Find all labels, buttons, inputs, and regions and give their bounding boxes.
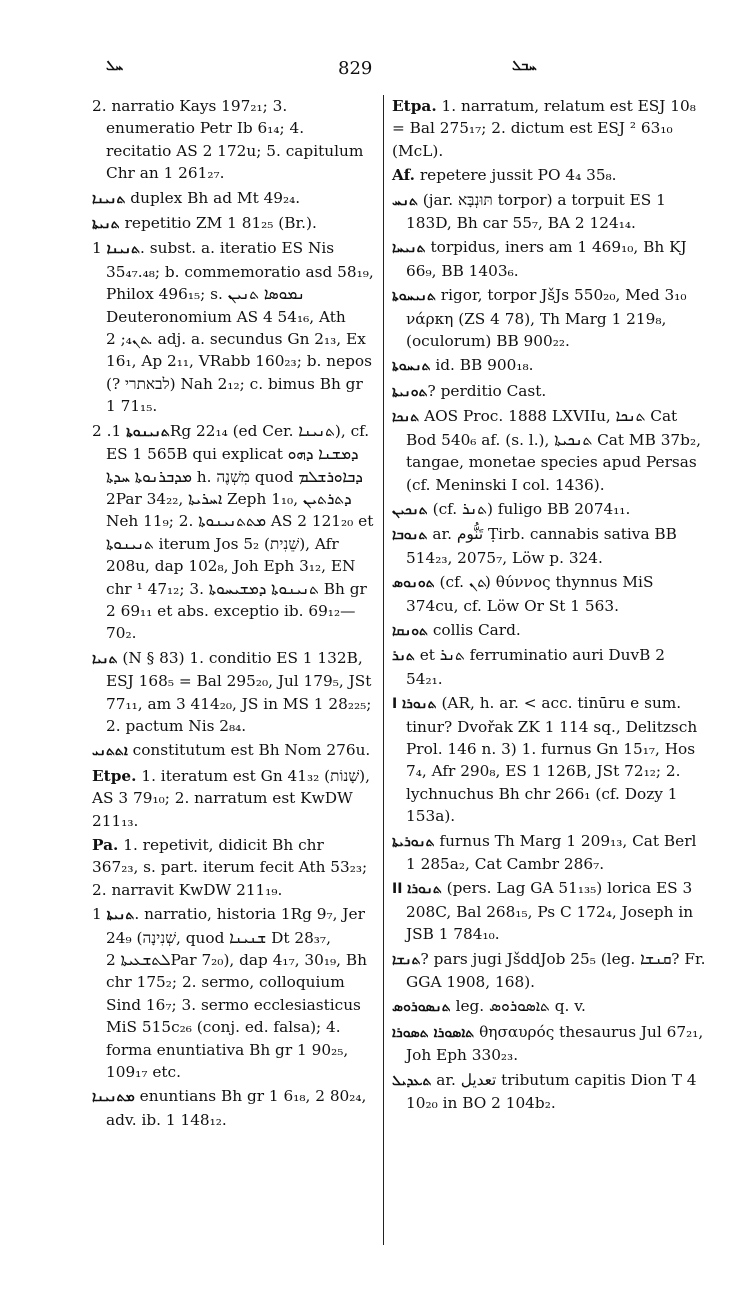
entry-text: (cf. ܬܢܪ) fuligo BB 2074₁₁. — [427, 499, 631, 518]
entry-text: 1. narratio, historia 1Rg 9₇, Jer 24₉ (שְׁנִינָה, quod ܫܢܝܢܐ Dt 28₃₇, ܠܬܫܥܝܬܐ 2Par 7₂₀), dap 4₁₇, 30₁₉, Bh chr 175₂; 2. sermo, colloquium Sind 16₇; 3. sermo ecclesiasticus MiS 515c₂₆ (conj. ed. falsa); 4. forma enuntiativa Bh gr 1 90₂₅, 109₁₇ etc. — [92, 905, 367, 1082]
entry-headword: ܬܘܢܘܣ — [392, 575, 435, 592]
entry-text: furnus Th Marg 1 209₁₃, Cat Berl 1 285a₂, Cat Cambr 286₇. — [406, 831, 697, 873]
entry-headword: ܬܢܘܒܐ — [392, 527, 428, 544]
dictionary-entry — [92, 237, 374, 417]
dictionary-entry — [392, 405, 706, 496]
dictionary-entry — [392, 523, 706, 569]
dictionary-entry — [92, 647, 374, 738]
entry-headword: ܡܬܢܝܢܐ — [92, 1089, 135, 1106]
entry-text: repetere jussit PO 4₄ 35₈. — [414, 166, 617, 185]
entry-headword: II ܬܢܘܪܐ — [392, 881, 442, 898]
dictionary-entry — [392, 619, 706, 642]
entry-text: repetitio ZM 1 81₂₅ (Br.). — [119, 214, 317, 233]
dictionary-entry — [392, 236, 706, 282]
entry-text: duplex Bh ad Mt 49₂₄. — [125, 188, 301, 207]
entry-headword: ܬܢܝܢܘܬܐ — [126, 423, 170, 440]
dictionary-entry — [392, 164, 706, 186]
entry-headword: ܬܢܪ — [392, 648, 415, 665]
entry-headword: Etpe. — [92, 766, 137, 785]
entry-headword: I ܬܢܘܪܐ — [392, 696, 437, 713]
entry-text: (N § 83) 1. conditio ES 1 132B, ESJ 168₅ = Bal 295₂₀, Jul 179₅, JSt 77₁₁, am 3 414₂₀, JS in MS 1 28₂₂₅; 2. pactum Nis 2₈₄. — [106, 648, 372, 735]
entry-headword: ܬܢܝܢܐ — [106, 241, 141, 258]
entry-text: rigor, torpor JšJs 550₂₀, Med 3₁₀ νάρκη (ZS 4 78), Th Marg 1 219₈, (oculorum) BB 900₂₂. — [406, 286, 687, 351]
entry-text: (cf. ܬܢ) θύννος thynnus MiS 374cu, cf. Löw Or St 1 563. — [406, 573, 654, 615]
page-number: 829 — [338, 58, 373, 79]
entry-headword: ܬܢܫܐ — [392, 951, 421, 968]
entry-text: θησαυρός thesaurus Jul 67₂₁, Joh Eph 330₂₃. — [406, 1022, 704, 1065]
dictionary-entry — [392, 692, 706, 827]
running-head-left: ܚܠ — [106, 58, 124, 74]
dictionary-entry — [392, 877, 706, 945]
entry-headword: ܬܘܢܩܐ — [392, 622, 428, 639]
entry-headword: ܬܢܝܐ — [92, 650, 118, 667]
dictionary-entry — [392, 284, 706, 352]
dictionary-entry — [392, 948, 706, 994]
dictionary-entry — [392, 498, 706, 521]
entry-headword: ܬܢܝܢܐ — [92, 190, 126, 207]
dictionary-entry — [92, 903, 374, 1083]
entry-text: (AR, h. ar. < acc. tinūru e sum. tinur? Dvořak ZK 1 114 sq., Delitzsch Prol. 146 n. 3) 1. furnus Gn 15₁₇, Hos 7₄, Afr 290₈, ES 1 126B, JSt 72₁₂; 2. lychnuchus Bh chr 266₁ (cf. Dozy 1 153a). — [406, 694, 698, 826]
entry-text: collis Card. — [427, 620, 521, 639]
entry-text: (pers. Lag GA 51₁₃₅) lorica ES 3 208C, Bal 268₁₅, Ps C 172₄, Joseph in JSB 1 784₁₀. — [406, 879, 694, 944]
entry-text: constitutum est Bh Nom 276u. — [127, 741, 371, 760]
running-head-right: ܚܒܠ — [512, 58, 537, 74]
entry-headword: Pa. — [92, 836, 119, 854]
entry-text: ? pars jugi JšddJob 25₅ (leg. ܩܢܫܐ? Fr. GGA 1908, 168). — [406, 949, 706, 992]
dictionary-entry — [392, 1021, 706, 1067]
dictionary-entry — [392, 830, 706, 876]
dictionary-entry — [92, 765, 374, 832]
entry-text: ? perditio Cast. — [427, 381, 547, 400]
dictionary-entry — [392, 995, 706, 1018]
entry-headword: ܬܢܟܝܢ — [392, 501, 428, 518]
entry-text: 1. 2Rg 22₁₄ (ed Cer. ܬܢܝܢܐ), cf. ES 1 565B qui explicat ܕܡܫܢܐ ܕܗܘ ܡܕܒܪܢܘܬܐ ܚܕܬܐ h. מִשְׁנֶה quod ܕܒܐܘܪܫܠܡ 2Par 34₂₂, ܐܚܪܝܬܐ Zeph 1₁₀, ܕܬܪܬܝܢ Neh 11₉; 2. ܡܬܬܢܝܢܘܬܐ AS 2 121₂₀ et ܬܢܝܢܘܬܐ iterum Jos 5₂ (שֵׁנִית), Afr 208u, dap 102₈, Joh Eph 3₁₂, EN chr ¹ 47₁₂; 3. ܬܢܝܢܘܬܐ ܕܡܫܝܚܘܬܐ Bh gr 2 69₁₁ et abs. exceptio ib. 69₁₂—70₂. — [92, 421, 374, 643]
dictionary-entry — [92, 834, 374, 901]
entry-headword: ܬܢܝܚܐ — [392, 240, 426, 257]
entry-headword: ܬܥܕܝܠ — [392, 1072, 432, 1089]
entry-text: leg. ܬܐܣܘܪܘܣ q. v. — [450, 997, 586, 1016]
entry-headword: ܬܢܝܬܐ — [106, 907, 135, 924]
entry-headword: ܬܢܚܘܬܐ — [392, 358, 431, 375]
dictionary-entry — [92, 95, 374, 185]
entry-headword: ܬܢܣܘܪܘܣ — [392, 999, 451, 1016]
dictionary-entry — [92, 187, 374, 210]
dictionary-entry — [92, 420, 374, 645]
entry-headword: ܬܢܝܚܘܬܐ — [392, 288, 436, 305]
entry-headword: ܬܢܝܬܐ — [92, 216, 120, 233]
entry-text: 1. narratum, relatum est ESJ 10₈ = Bal 275₁₇; 2. dictum est ESJ ² 63₁₀ (McL). — [392, 97, 696, 160]
entry-headword: ܬܘܢܝܬܐ — [392, 383, 428, 400]
entry-headword: ܬܐܣܘܪܐ ܬܣܘܪܐ — [392, 1024, 475, 1041]
dictionary-entry — [92, 739, 374, 762]
entry-headword: Af. — [392, 166, 415, 185]
entry-text: 1. subst. a. iteratio ES Nis 35₄₇.₄₈; b. commemoratio asd 58₁₉, Philox 496₁₅; s. ܢܡܘܣܐ ܬܢܝܢ Deuteronomium AS 4 54₁₆, Ath ܬܢ₄; 2. adj. a. secundus Gn 2₁₃, Ex 16₁, Ap 2₁₁, VRabb 160₂₃; b. nepos (? לבאתרי) Nah 2₁₂; c. bimus Bh gr 1 71₁₅. — [92, 239, 374, 416]
entry-text: ar. تَنُّوم Ṭirb. cannabis sativa BB 514₂₃, 2075₇, Löw p. 324. — [406, 525, 677, 567]
page-header — [0, 58, 750, 82]
dictionary-entry — [392, 571, 706, 617]
dictionary-entry — [392, 1069, 706, 1115]
dictionary-entry — [392, 644, 706, 690]
dictionary-entry — [92, 1085, 374, 1131]
dictionary-entry — [392, 189, 706, 235]
entry-text: torpidus, iners am 1 469₁₀, Bh KJ 66₉, BB 1403₆. — [406, 238, 687, 280]
entry-text: 1. iteratum est Gn 41₃₂ (שָׁנוֹת), AS 3 79₁₀; 2. narratum est KwDW 211₁₃. — [92, 766, 371, 830]
entry-headword: ܐܬܬܢܝ — [92, 743, 128, 760]
entry-headword: Etpa. — [392, 97, 437, 115]
dictionary-entry — [92, 212, 374, 235]
entry-text: AOS Proc. 1888 LXVIIu, ܬܢܟܐ Cat Bod 540₆ af. (s. l.), ܬܢܟܝܬܐ Cat MB 37b₂, tangae, monetae species apud Persas (cf. Meninski I col. 1436). — [406, 407, 701, 494]
entry-text: id. BB 900₁₈. — [430, 356, 534, 375]
dictionary-entry — [392, 380, 706, 403]
left-column — [92, 95, 374, 1133]
entry-headword: ܬܢܟܐ — [392, 409, 420, 426]
column-divider — [383, 95, 384, 1245]
right-column — [392, 95, 706, 1116]
entry-text: 2. narratio Kays 197₂₁; 3. enumeratio Petr Ib 6₁₄; 4. recitatio AS 2 172u; 5. capitulum Chr an 1 261₂₇. — [92, 97, 364, 183]
dictionary-entry — [392, 354, 706, 377]
entry-text: 1. repetivit, didicit Bh chr 367₂₃, s. part. iterum fecit Ath 53₂₃; 2. narravit KwDW 211₁₉. — [92, 836, 368, 899]
entry-text: enuntians Bh gr 1 6₁₈, 2 80₂₄, adv. ib. 1 148₁₂. — [106, 1087, 367, 1129]
entry-text: et ܬܢܪ ferruminatio auri DuvB 2 54₂₁. — [406, 646, 665, 688]
dictionary-entry — [392, 95, 706, 162]
entry-headword: ܬܢܚ — [392, 192, 418, 209]
entry-text: ar. تعديل tributum capitis Dion T 4 10₂₀ in BO 2 104b₂. — [406, 1070, 697, 1113]
entry-text: (jar. תּוּנְבָּא torpor) a torpuit ES 1 183D, Bh car 55₇, BA 2 124₁₄. — [406, 190, 666, 233]
entry-headword: ܬܢܘܪܝܬܐ — [392, 833, 435, 850]
